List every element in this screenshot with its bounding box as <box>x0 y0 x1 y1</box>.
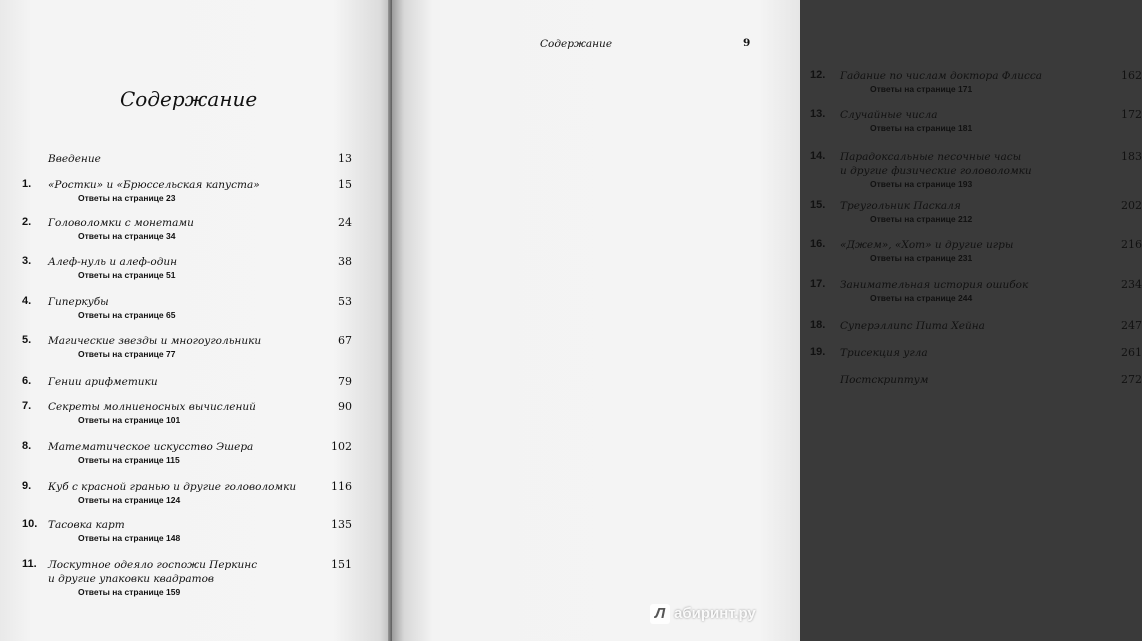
answers-reference: Ответы на странице 193 <box>870 179 973 189</box>
labirint-logo-icon: Л <box>650 604 670 624</box>
chapter-page: 13 <box>338 152 352 165</box>
chapter-number: 15. <box>810 199 826 211</box>
chapter-number: 6. <box>22 375 32 387</box>
chapter-title: Парадоксальные песочные часы <box>840 151 1022 163</box>
chapter-page: 162 <box>1121 69 1142 82</box>
chapter-page: 216 <box>1121 238 1142 251</box>
chapter-title: Треугольник Паскаля <box>840 200 961 212</box>
answers-reference: Ответы на странице 101 <box>78 415 181 425</box>
chapter-page: 67 <box>338 334 352 347</box>
chapter-page: 116 <box>331 480 352 493</box>
answers-reference: Ответы на странице 244 <box>870 293 973 303</box>
chapter-number: 13. <box>810 108 826 120</box>
chapter-title: Головоломки с монетами <box>48 217 194 229</box>
chapter-title-line2: и другие физические головоломки <box>840 165 1032 177</box>
toc-entry <box>810 150 1142 190</box>
chapter-title: Гиперкубы <box>48 296 109 308</box>
toc-entry <box>22 480 352 520</box>
chapter-title-line2: и другие упаковки квадратов <box>48 573 215 585</box>
chapter-number: 17. <box>810 278 826 290</box>
chapter-title: Случайные числа <box>840 109 938 121</box>
chapter-number: 12. <box>810 69 826 81</box>
running-head: Содержание <box>540 38 613 50</box>
chapter-title: Введение <box>48 153 101 165</box>
chapter-page: 135 <box>331 518 352 531</box>
answers-reference: Ответы на странице 23 <box>78 193 176 203</box>
chapter-title: Магические звезды и многоугольники <box>48 335 262 347</box>
chapter-number: 19. <box>810 346 826 358</box>
chapter-page: 38 <box>338 255 352 268</box>
chapter-number: 11. <box>22 558 37 570</box>
chapter-page: 90 <box>338 400 352 413</box>
toc-entry <box>22 518 352 558</box>
chapter-number: 9. <box>22 480 32 492</box>
watermark-text: абиринт.ру <box>674 605 756 622</box>
answers-reference: Ответы на странице 115 <box>78 455 180 465</box>
chapter-page: 261 <box>1121 346 1142 359</box>
chapter-page: 272 <box>1121 373 1142 386</box>
chapter-page: 202 <box>1121 199 1142 212</box>
chapter-title: Занимательная история ошибок <box>840 279 1029 291</box>
chapter-page: 172 <box>1121 108 1142 121</box>
chapter-number: 8. <box>22 440 32 452</box>
answers-reference: Ответы на странице 65 <box>78 310 176 320</box>
chapter-number: 3. <box>22 255 32 267</box>
toc-entry <box>22 178 352 218</box>
chapter-page: 183 <box>1121 150 1142 163</box>
toc-entry <box>22 216 352 256</box>
chapter-page: 79 <box>338 375 352 388</box>
left-page <box>0 0 392 641</box>
chapter-title: Постскриптум <box>840 374 929 386</box>
answers-reference: Ответы на странице 148 <box>78 533 181 543</box>
toc-entry <box>22 255 352 295</box>
answers-reference: Ответы на странице 212 <box>870 214 973 224</box>
toc-entry <box>22 334 352 374</box>
chapter-page: 247 <box>1121 319 1142 332</box>
chapter-page: 102 <box>331 440 352 453</box>
answers-reference: Ответы на странице 171 <box>870 84 973 94</box>
toc-heading: Содержание <box>120 87 258 111</box>
chapter-title: «Ростки» и «Брюссельская капуста» <box>48 179 260 191</box>
right-page <box>392 0 1142 641</box>
chapter-number: 14. <box>810 150 826 162</box>
chapter-title: Гении арифметики <box>48 376 158 388</box>
labirint-watermark <box>650 602 790 628</box>
chapter-title: Куб с красной гранью и другие головоломки <box>48 481 297 493</box>
answers-reference: Ответы на странице 231 <box>870 253 973 263</box>
chapter-number: 5. <box>22 334 32 346</box>
toc-entry <box>810 69 1142 109</box>
chapter-title: Гадание по числам доктора Флисса <box>840 70 1042 82</box>
chapter-title: Лоскутное одеяло госпожи Перкинс <box>48 559 258 571</box>
chapter-number: 2. <box>22 216 32 228</box>
answers-reference: Ответы на странице 77 <box>78 349 176 359</box>
chapter-number: 18. <box>810 319 826 331</box>
toc-entry <box>22 440 352 480</box>
chapter-number: 16. <box>810 238 826 250</box>
answers-reference: Ответы на странице 34 <box>78 231 176 241</box>
toc-entry <box>810 199 1142 239</box>
toc-entry <box>810 373 1142 413</box>
chapter-page: 234 <box>1121 278 1142 291</box>
toc-entry <box>810 108 1142 148</box>
answers-reference: Ответы на странице 159 <box>78 587 181 597</box>
chapter-page: 53 <box>338 295 352 308</box>
toc-entry <box>22 400 352 440</box>
chapter-number: 10. <box>22 518 38 530</box>
chapter-title: Секреты молниеносных вычислений <box>48 401 256 413</box>
page-number: 9 <box>743 37 751 49</box>
chapter-title: Трисекция угла <box>840 347 928 359</box>
toc-entry <box>22 558 352 598</box>
chapter-number: 1. <box>22 178 32 190</box>
chapter-number: 4. <box>22 295 32 307</box>
toc-entry <box>810 278 1142 318</box>
answers-reference: Ответы на странице 51 <box>78 270 176 280</box>
chapter-title: Алеф-нуль и алеф-один <box>48 256 178 268</box>
chapter-title: Математическое искусство Эшера <box>48 441 254 453</box>
answers-reference: Ответы на странице 124 <box>78 495 181 505</box>
toc-entry <box>22 295 352 335</box>
chapter-page: 24 <box>338 216 352 229</box>
chapter-title: Тасовка карт <box>48 519 125 531</box>
toc-entry <box>810 238 1142 278</box>
chapter-number: 7. <box>22 400 32 412</box>
chapter-page: 151 <box>331 558 352 571</box>
chapter-page: 15 <box>338 178 352 191</box>
chapter-title: Суперэллипс Пита Хейна <box>840 320 985 332</box>
answers-reference: Ответы на странице 181 <box>870 123 973 133</box>
chapter-title: «Джем», «Хот» и другие игры <box>840 239 1014 251</box>
